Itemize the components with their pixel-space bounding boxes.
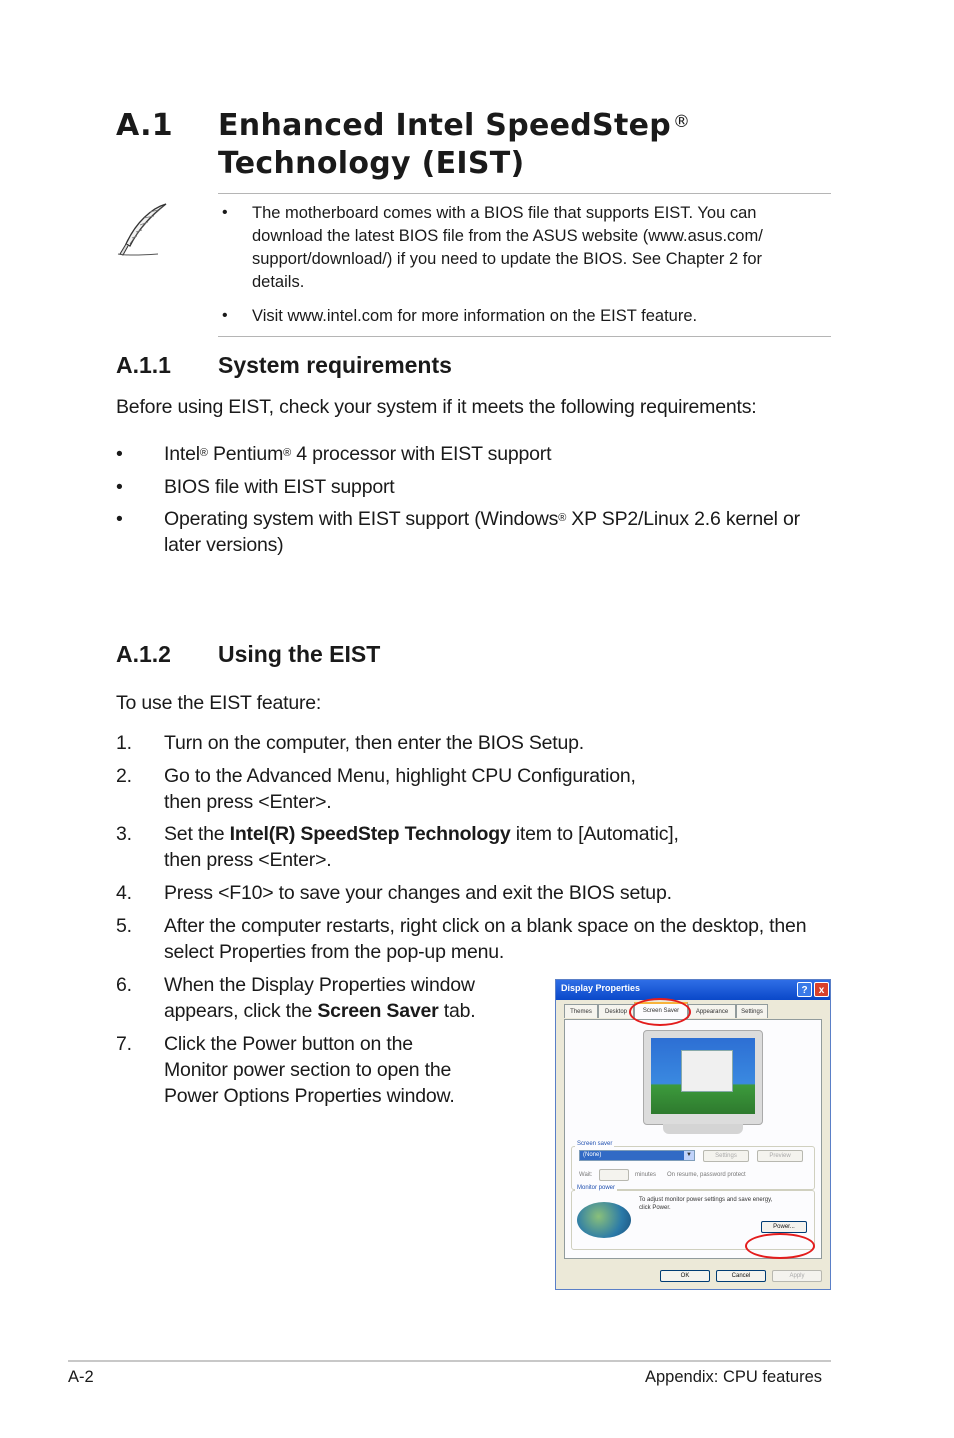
note-item-1-line-2: download the latest BIOS file from the ASUS website (www.asus.com/ <box>252 227 763 245</box>
tab-settings[interactable]: Settings <box>736 1004 768 1018</box>
tab-appearance[interactable]: Appearance <box>688 1004 736 1018</box>
password-checkbox-label[interactable]: On resume, password protect <box>667 1172 746 1178</box>
note-item-1 <box>252 202 763 294</box>
monitor-stand <box>663 1124 743 1134</box>
step-4-number: 4. <box>116 882 132 904</box>
section-1-title: System requirements <box>218 352 452 378</box>
ok-button[interactable]: OK <box>660 1270 710 1282</box>
apply-button[interactable]: Apply <box>772 1270 822 1282</box>
preview-button[interactable]: Preview <box>757 1150 803 1162</box>
wait-label: Wait: <box>579 1172 593 1178</box>
screen-saver-tab-highlight <box>629 998 691 1026</box>
req-bullet-1: • <box>116 443 123 465</box>
heading-title-line-1: Enhanced Intel SpeedStep ® <box>218 108 691 143</box>
heading-rule <box>218 193 831 194</box>
close-button[interactable]: x <box>814 982 829 997</box>
screen-saver-label: Screen saver <box>577 1141 613 1147</box>
step-1-number: 1. <box>116 732 132 754</box>
tab-desktop[interactable]: Desktop <box>598 1004 634 1018</box>
globe-icon <box>577 1202 631 1238</box>
step-4-text: Press <F10> to save your changes and exit the BIOS setup. <box>164 882 672 904</box>
power-button-highlight <box>745 1233 815 1259</box>
monitor-power-text-2: click Power. <box>639 1205 671 1211</box>
screen-saver-value: (None) <box>583 1152 602 1158</box>
step-7-number: 7. <box>116 1033 132 1055</box>
req-bullet-3: • <box>116 508 123 530</box>
wait-stepper[interactable] <box>599 1169 629 1181</box>
section-2-title: Using the EIST <box>218 641 381 667</box>
tab-screen-saver[interactable]: Screen Saver <box>634 1002 688 1020</box>
step-5-text: After the computer restarts, right click on a blank space on the desktop, then select Properties from the pop-up menu. <box>164 915 807 963</box>
heading-title-line-2: Technology (EIST) <box>218 146 525 181</box>
step-2-text: Go to the Advanced Menu, highlight CPU Configuration, then press <Enter>. <box>164 765 636 813</box>
preview-window <box>681 1050 733 1092</box>
note-rule <box>218 336 831 337</box>
settings-button[interactable]: Settings <box>703 1150 749 1162</box>
feather-pen-icon <box>114 200 172 258</box>
monitor-power-label: Monitor power <box>577 1185 616 1191</box>
heading-number: A.1 <box>116 108 173 143</box>
monitor-preview <box>643 1030 763 1125</box>
screen-saver-panel <box>564 1019 822 1259</box>
note-bullet-2: • <box>222 307 228 324</box>
footer-chapter: Appendix: CPU features <box>645 1368 823 1386</box>
minutes-label: minutes <box>635 1172 657 1178</box>
chevron-down-icon: ▼ <box>684 1151 694 1160</box>
req-item-2: BIOS file with EIST support <box>164 476 395 498</box>
section-2-intro: To use the EIST feature: <box>116 692 322 714</box>
step-7-text: Click the Power button on the Monitor power section to open the Power Options Properties window. <box>164 1033 455 1107</box>
note-item-1-line-3: support/download/) if you need to update the BIOS. See Chapter 2 for <box>252 250 762 268</box>
tab-themes[interactable]: Themes <box>564 1004 598 1018</box>
step-3-number: 3. <box>116 823 132 845</box>
step-6-text: When the Display Properties window appears, click the Screen Saver tab. <box>164 974 476 1022</box>
power-button[interactable]: Power... <box>761 1221 807 1233</box>
section-1-intro: Before using EIST, check your system if it meets the following requirements: <box>116 396 757 418</box>
window-title: Display Properties <box>561 983 641 993</box>
display-properties-screenshot <box>555 979 831 1290</box>
step-5-number: 5. <box>116 915 132 937</box>
req-item-1: Intel® Pentium® 4 processor with EIST support <box>164 443 552 465</box>
section-1-number: A.1.1 <box>116 352 171 378</box>
help-button[interactable]: ? <box>797 982 812 997</box>
note-item-1-line-1: The motherboard comes with a BIOS file that supports EIST. You can <box>252 204 757 222</box>
note-item-2: Visit www.intel.com for more information on the EIST feature. <box>252 307 698 325</box>
registered-mark: ® <box>673 112 691 132</box>
step-6-number: 6. <box>116 974 132 996</box>
req-item-3: Operating system with EIST support (Windows® XP SP2/Linux 2.6 kernel or later versions) <box>164 508 800 556</box>
monitor-screen <box>651 1038 755 1114</box>
note-bullet-1: • <box>222 204 228 221</box>
screen-saver-select[interactable] <box>579 1150 695 1161</box>
footer-page-number: A-2 <box>68 1368 94 1386</box>
cancel-button[interactable]: Cancel <box>716 1270 766 1282</box>
section-2-number: A.1.2 <box>116 641 171 667</box>
note-item-1-line-4: details. <box>252 273 305 291</box>
step-1-text: Turn on the computer, then enter the BIOS Setup. <box>164 732 585 754</box>
step-2-number: 2. <box>116 765 132 787</box>
step-3-text: Set the Intel(R) SpeedStep Technology item to [Automatic], then press <Enter>. <box>164 823 679 871</box>
window-titlebar <box>556 980 830 1000</box>
monitor-power-text-1: To adjust monitor power settings and save energy, <box>639 1197 773 1203</box>
req-bullet-2: • <box>116 476 123 498</box>
footer-rule <box>68 1360 831 1362</box>
